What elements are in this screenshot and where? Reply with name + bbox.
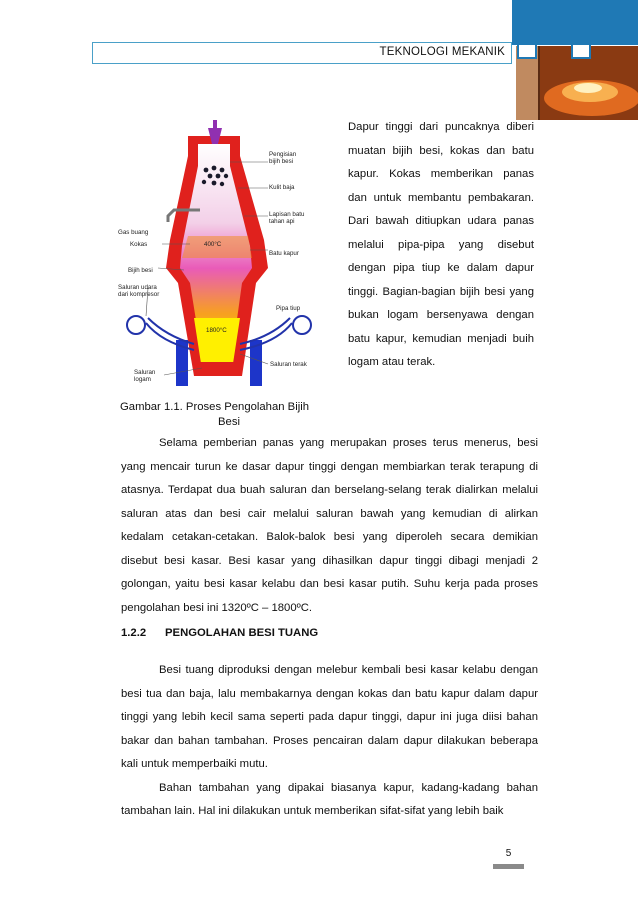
label-saluran-udara-1: Saluran udara bbox=[118, 284, 157, 291]
body-paragraph-1-text: Selama pemberian panas yang merupakan proses terus menerus, besi yang mencair turun ke dasar dapur tinggi dengan membiarkan terak terapung di atasnya. Terdapat dua buah saluran dan berselang-selang terak dialirkan melalui saluran atas dan besi cair melalui saluran bawah yang kemudian di alirkan kedalam cetakan-cetakan. Balok-balok besi yang diperoleh secara demikian disebut besi kasar. Besi kasar yang dihasilkan dapur tinggi dibagi menjadi 2 golongan, yaitu besi kasar kelabu dan besi kasar putih. Suhu kerja pada proses pengolahan besi ini 1320ºC – 1800ºC. bbox=[121, 437, 538, 614]
running-header-title: TEKNOLOGI MEKANIK bbox=[379, 46, 505, 58]
label-saluran-udara-2: dari kompresor bbox=[118, 291, 160, 298]
label-saluran-logam-1: Saluran bbox=[134, 369, 156, 376]
side-paragraph: Dapur tinggi dari puncaknya diberi muatan bijih besi, kokas dan batu kapur. Kokas memberikan panas dan untuk membantu pembakaran. Dari bawah ditiupkan udara panas melalui pipa-pipa yang disebut dengan pipa tiup ke dalam dapur tinggi. Bagian-bagian bijih besi yang bukan logam bersenyawa dengan batu kapur, kemudian menjadi buih logam atau terak. bbox=[348, 121, 534, 368]
label-kokas: Kokas bbox=[130, 241, 148, 248]
label-lapisan-1: Lapisan batu bbox=[269, 211, 305, 218]
corner-decoration bbox=[512, 0, 638, 120]
blast-furnace-figure bbox=[118, 118, 340, 394]
label-bijih-besi-top: bijih besi bbox=[269, 158, 294, 165]
label-saluran-logam-2: logam bbox=[134, 376, 151, 383]
label-kulit-baja: Kulit baja bbox=[269, 184, 295, 191]
figure-caption-line1: Gambar 1.1. Proses Pengolahan Bijih bbox=[120, 401, 310, 413]
label-lapisan-2: tahan api bbox=[269, 218, 295, 225]
label-temp-1800: 1800°C bbox=[206, 327, 227, 334]
page-number-bar bbox=[493, 864, 524, 869]
running-header bbox=[92, 42, 512, 64]
label-pengisian: Pengisian bbox=[269, 151, 297, 158]
label-gas-buang: Gas buang bbox=[118, 229, 149, 236]
figure-caption-line2: Besi bbox=[218, 416, 240, 428]
body-paragraph-3-text: Bahan tambahan yang dipakai biasanya kapur, kadang-kadang bahan tambahan lain. Hal ini dilakukan untuk memberikan sifat-sifat yang lebih baik bbox=[121, 781, 538, 817]
section-title: PENGOLAHAN BESI TUANG bbox=[165, 627, 319, 639]
label-bijih-besi: Bijih besi bbox=[128, 267, 153, 274]
body-paragraph-3 bbox=[121, 777, 538, 824]
label-saluran-terak: Saluran terak bbox=[270, 361, 307, 368]
label-pipa-tiup: Pipa tiup bbox=[276, 305, 301, 312]
section-body bbox=[121, 659, 538, 824]
label-temp-400: 400°C bbox=[204, 241, 222, 248]
section-heading bbox=[121, 627, 318, 639]
page-number: 5 bbox=[493, 848, 524, 865]
body-paragraph-2-text: Besi tuang diproduksi dengan melebur kembali besi kasar kelabu dengan besi tua dan baja, lalu membakarnya dengan kokas dan batu kapur dalam dapur tinggi yang lebih kecil sama seperti pada dapur tinggi, dapur ini juga diisi bahan bakar dan bahan tambahan. Proses pencairan dalam dapur dilakukan beberapa kali untuk memperbaiki mutu. bbox=[121, 664, 538, 770]
body-paragraph-1 bbox=[121, 432, 538, 620]
body-paragraph-2 bbox=[121, 659, 538, 777]
label-batu-kapur: Batu kapur bbox=[269, 250, 299, 257]
section-number: 1.2.2 bbox=[121, 627, 147, 639]
